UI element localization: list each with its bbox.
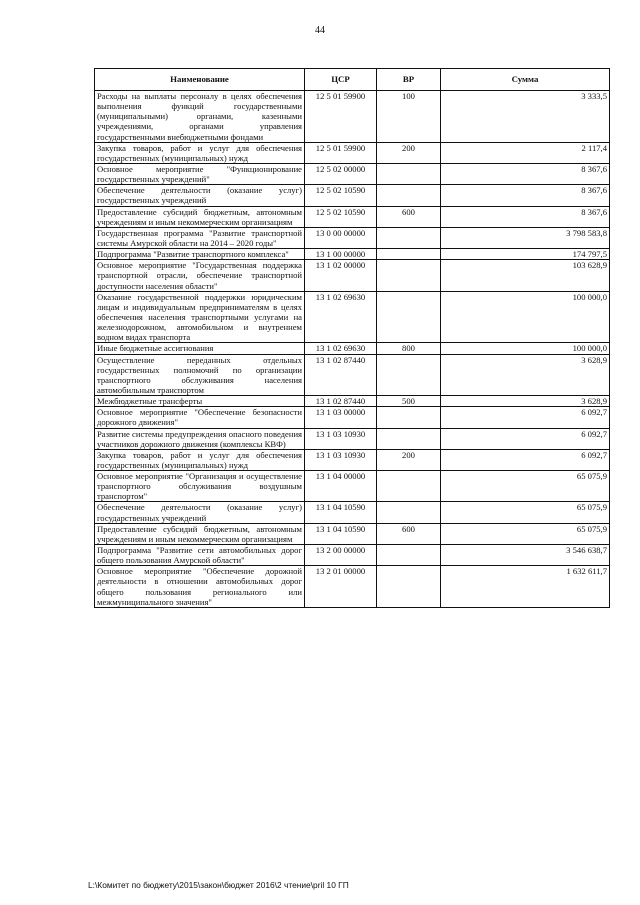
cell-csr: 12 5 01 59900: [305, 91, 377, 143]
cell-vr: [377, 227, 441, 248]
cell-csr: 13 1 02 69630: [305, 343, 377, 354]
cell-name: Основное мероприятие "Организация и осуществление транспортного обслуживания воздушным транспортом": [95, 471, 305, 502]
table-row: [95, 206, 610, 227]
cell-vr: 200: [377, 142, 441, 163]
cell-vr: [377, 185, 441, 206]
header-csr: ЦСР: [305, 69, 377, 91]
cell-sum: 6 092,7: [441, 449, 610, 470]
cell-name: Развитие системы предупреждения опасного поведения участников дорожного движения (комплексы КВФ): [95, 428, 305, 449]
table-row: [95, 545, 610, 566]
table-row: [95, 91, 610, 143]
cell-name: Основное мероприятие "Государственная поддержка транспортной отрасли, обеспечение транспортной доступности населения области": [95, 260, 305, 291]
cell-sum: 103 628,9: [441, 260, 610, 291]
cell-name: Закупка товаров, работ и услуг для обеспечения государственных (муниципальных) нужд: [95, 449, 305, 470]
cell-csr: 13 2 00 00000: [305, 545, 377, 566]
cell-csr: 13 1 02 00000: [305, 260, 377, 291]
cell-sum: 3 628,9: [441, 396, 610, 407]
cell-sum: 3 333,5: [441, 91, 610, 143]
cell-name: Основное мероприятие "Обеспечение дорожной деятельности в отношении автомобильных дорог общего пользования регионального или межмуниципального значения": [95, 566, 305, 608]
cell-csr: 13 2 01 00000: [305, 566, 377, 608]
table-row: [95, 260, 610, 291]
table-row: [95, 185, 610, 206]
cell-sum: 3 798 583,8: [441, 227, 610, 248]
table-row: [95, 523, 610, 544]
cell-sum: 65 075,9: [441, 471, 610, 502]
cell-name: Государственная программа "Развитие транспортной системы Амурской области на 2014 – 2020 годы": [95, 227, 305, 248]
header-sum: Сумма: [441, 69, 610, 91]
cell-name: Подпрограмма "Развитие транспортного комплекса": [95, 249, 305, 260]
cell-csr: 12 5 01 59900: [305, 142, 377, 163]
cell-vr: 800: [377, 343, 441, 354]
cell-vr: [377, 428, 441, 449]
cell-name: Иные бюджетные ассигнования: [95, 343, 305, 354]
cell-sum: 1 632 611,7: [441, 566, 610, 608]
header-vr: ВР: [377, 69, 441, 91]
cell-csr: 13 1 02 87440: [305, 396, 377, 407]
cell-name: Обеспечение деятельности (оказание услуг) государственных учреждений: [95, 185, 305, 206]
table-row: [95, 396, 610, 407]
cell-vr: [377, 291, 441, 343]
cell-vr: [377, 163, 441, 184]
cell-csr: 12 5 02 10590: [305, 206, 377, 227]
cell-csr: 13 1 03 00000: [305, 407, 377, 428]
cell-sum: 2 117,4: [441, 142, 610, 163]
cell-csr: 13 1 00 00000: [305, 249, 377, 260]
cell-name: Оказание государственной поддержки юридическим лицам и индивидуальным предпринимателям в целях обеспечения населения транспортными услугами на железнодорожном, автомобильном и внутреннем водном видах транспорта: [95, 291, 305, 343]
cell-name: Предоставление субсидий бюджетным, автономным учреждениям и иным некоммерческим организациям: [95, 206, 305, 227]
cell-vr: 600: [377, 523, 441, 544]
table-row: [95, 354, 610, 396]
table-row: [95, 407, 610, 428]
cell-sum: 174 797,5: [441, 249, 610, 260]
cell-vr: 500: [377, 396, 441, 407]
table-row: [95, 449, 610, 470]
table-row: [95, 163, 610, 184]
cell-sum: 8 367,6: [441, 185, 610, 206]
cell-name: Основное мероприятие "Функционирование государственных учреждений": [95, 163, 305, 184]
cell-sum: 8 367,6: [441, 206, 610, 227]
cell-vr: [377, 249, 441, 260]
cell-sum: 8 367,6: [441, 163, 610, 184]
cell-sum: 6 092,7: [441, 428, 610, 449]
cell-csr: 13 1 04 10590: [305, 523, 377, 544]
cell-vr: [377, 471, 441, 502]
cell-sum: 65 075,9: [441, 523, 610, 544]
cell-csr: 13 0 00 00000: [305, 227, 377, 248]
cell-csr: 13 1 02 87440: [305, 354, 377, 396]
cell-name: Закупка товаров, работ и услуг для обеспечения государственных (муниципальных) нужд: [95, 142, 305, 163]
cell-csr: 13 1 02 69630: [305, 291, 377, 343]
table-row: [95, 142, 610, 163]
cell-sum: 100 000,0: [441, 343, 610, 354]
cell-sum: 6 092,7: [441, 407, 610, 428]
cell-sum: 3 628,9: [441, 354, 610, 396]
cell-sum: 100 000,0: [441, 291, 610, 343]
cell-sum: 65 075,9: [441, 502, 610, 523]
cell-name: Обеспечение деятельности (оказание услуг) государственных учреждений: [95, 502, 305, 523]
table-header-row: [95, 69, 610, 91]
table-row: [95, 227, 610, 248]
cell-name: Осуществление переданных отдельных государственных полномочий по организации транспортного обслуживания населения автомобильным транспортом: [95, 354, 305, 396]
cell-csr: 13 1 03 10930: [305, 449, 377, 470]
table-row: [95, 428, 610, 449]
cell-vr: 200: [377, 449, 441, 470]
budget-table: [94, 68, 610, 608]
cell-csr: 13 1 04 10590: [305, 502, 377, 523]
file-path-footer: L:\Комитет по бюджету\2015\закон\бюджет 2016\2 чтение\pril 10 ГП: [88, 880, 349, 890]
cell-name: Подпрограмма "Развитие сети автомобильных дорог общего пользования Амурской области": [95, 545, 305, 566]
cell-name: Межбюджетные трансферты: [95, 396, 305, 407]
cell-name: Расходы на выплаты персоналу в целях обеспечения выполнения функций государственными (муниципальными) органами, казенными учреждениями, органами управления государственными внебюджетными фондами: [95, 91, 305, 143]
table-body: [95, 91, 610, 608]
cell-vr: [377, 354, 441, 396]
cell-csr: 12 5 02 00000: [305, 163, 377, 184]
table-row: [95, 343, 610, 354]
cell-name: Предоставление субсидий бюджетным, автономным учреждениям и иным некоммерческим организациям: [95, 523, 305, 544]
cell-vr: 100: [377, 91, 441, 143]
page-number: 44: [315, 25, 325, 36]
cell-csr: 13 1 03 10930: [305, 428, 377, 449]
cell-vr: [377, 566, 441, 608]
cell-vr: [377, 502, 441, 523]
cell-csr: 13 1 04 00000: [305, 471, 377, 502]
cell-vr: [377, 407, 441, 428]
table-row: [95, 249, 610, 260]
table-row: [95, 502, 610, 523]
table-row: [95, 566, 610, 608]
cell-sum: 3 546 638,7: [441, 545, 610, 566]
cell-name: Основное мероприятие "Обеспечение безопасности дорожного движения": [95, 407, 305, 428]
cell-csr: 12 5 02 10590: [305, 185, 377, 206]
table-row: [95, 471, 610, 502]
cell-vr: [377, 260, 441, 291]
table-row: [95, 291, 610, 343]
cell-vr: [377, 545, 441, 566]
header-name: Наименование: [95, 69, 305, 91]
cell-vr: 600: [377, 206, 441, 227]
